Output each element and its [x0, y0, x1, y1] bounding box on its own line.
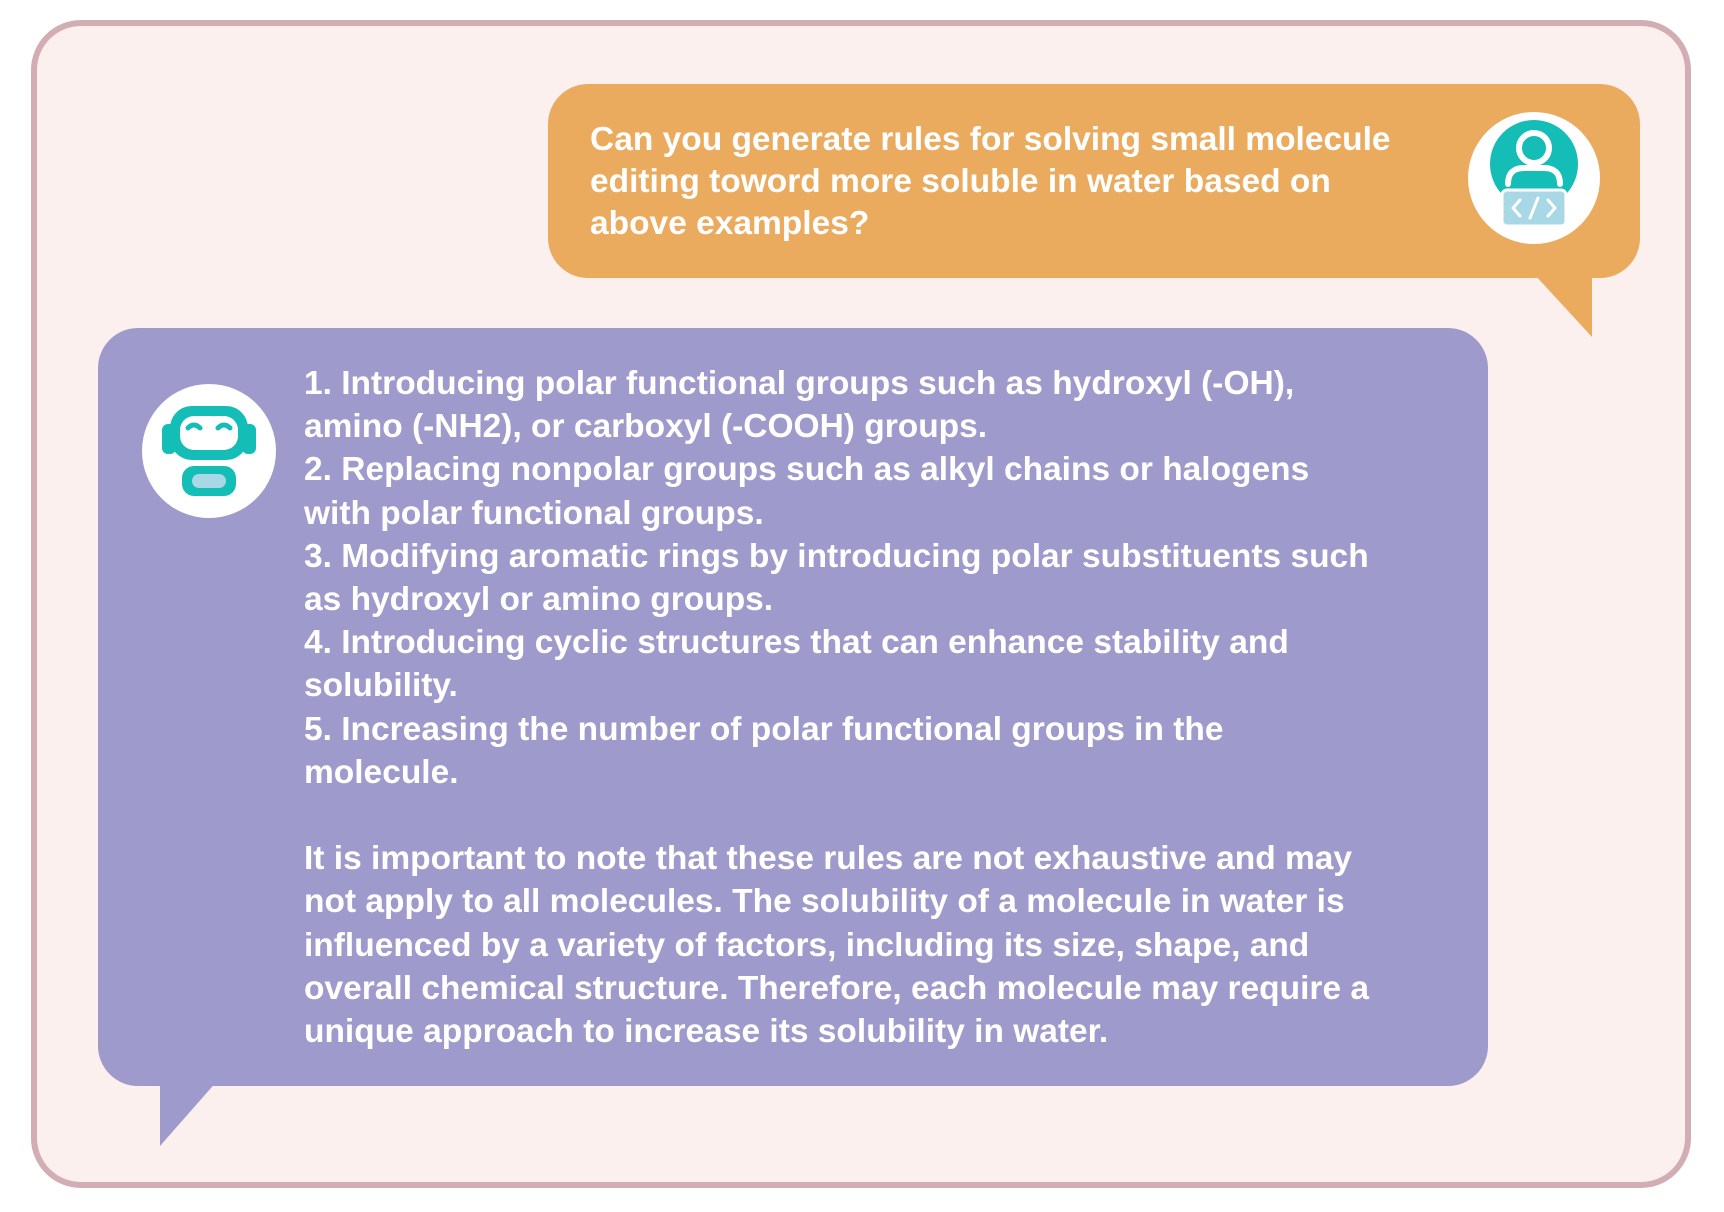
rule-2-line: 2. Replacing nonpolar groups such as alkyl chains or halogens	[304, 451, 1310, 489]
rule-2-line: with polar functional groups.	[304, 494, 764, 532]
note-line: unique approach to increase its solubility in water.	[304, 1013, 1109, 1051]
rule-4-line: 4. Introducing cyclic structures that can enhance stability and	[304, 624, 1289, 662]
note-line: overall chemical structure. Therefore, each molecule may require a	[304, 969, 1370, 1007]
assistant-avatar	[142, 384, 276, 518]
rule-3-line: 3. Modifying aromatic rings by introducing polar substituents such	[304, 537, 1369, 575]
user-message-line: Can you generate rules for solving small molecule	[590, 121, 1391, 158]
user-message-text	[590, 119, 1430, 245]
rule-5-line: molecule.	[304, 753, 459, 791]
user-avatar	[1468, 112, 1600, 244]
note-line: influenced by a variety of factors, including its size, shape, and	[304, 926, 1310, 964]
rule-5-line: 5. Increasing the number of polar functional groups in the	[304, 710, 1224, 748]
rule-3-line: as hydroxyl or amino groups.	[304, 581, 774, 619]
user-message-line: above examples?	[590, 205, 870, 242]
user-code-avatar-icon	[1468, 112, 1600, 244]
robot-avatar-icon	[142, 384, 276, 518]
user-message-bubble	[548, 84, 1640, 278]
rule-1-line: 1. Introducing polar functional groups such as hydroxyl (-OH),	[304, 365, 1295, 402]
assistant-message-text	[304, 362, 1454, 1053]
rule-4-line: solubility.	[304, 667, 458, 705]
user-message-line: editing toword more soluble in water based on	[590, 163, 1331, 200]
note-line: It is important to note that these rules are not exhaustive and may	[304, 840, 1353, 878]
paragraph-gap	[304, 794, 1454, 837]
note-line: not apply to all molecules. The solubility of a molecule in water is	[304, 883, 1345, 921]
assistant-message-bubble	[98, 328, 1488, 1086]
rule-1-line: amino (-NH2), or carboxyl (-COOH) groups.	[304, 408, 988, 446]
